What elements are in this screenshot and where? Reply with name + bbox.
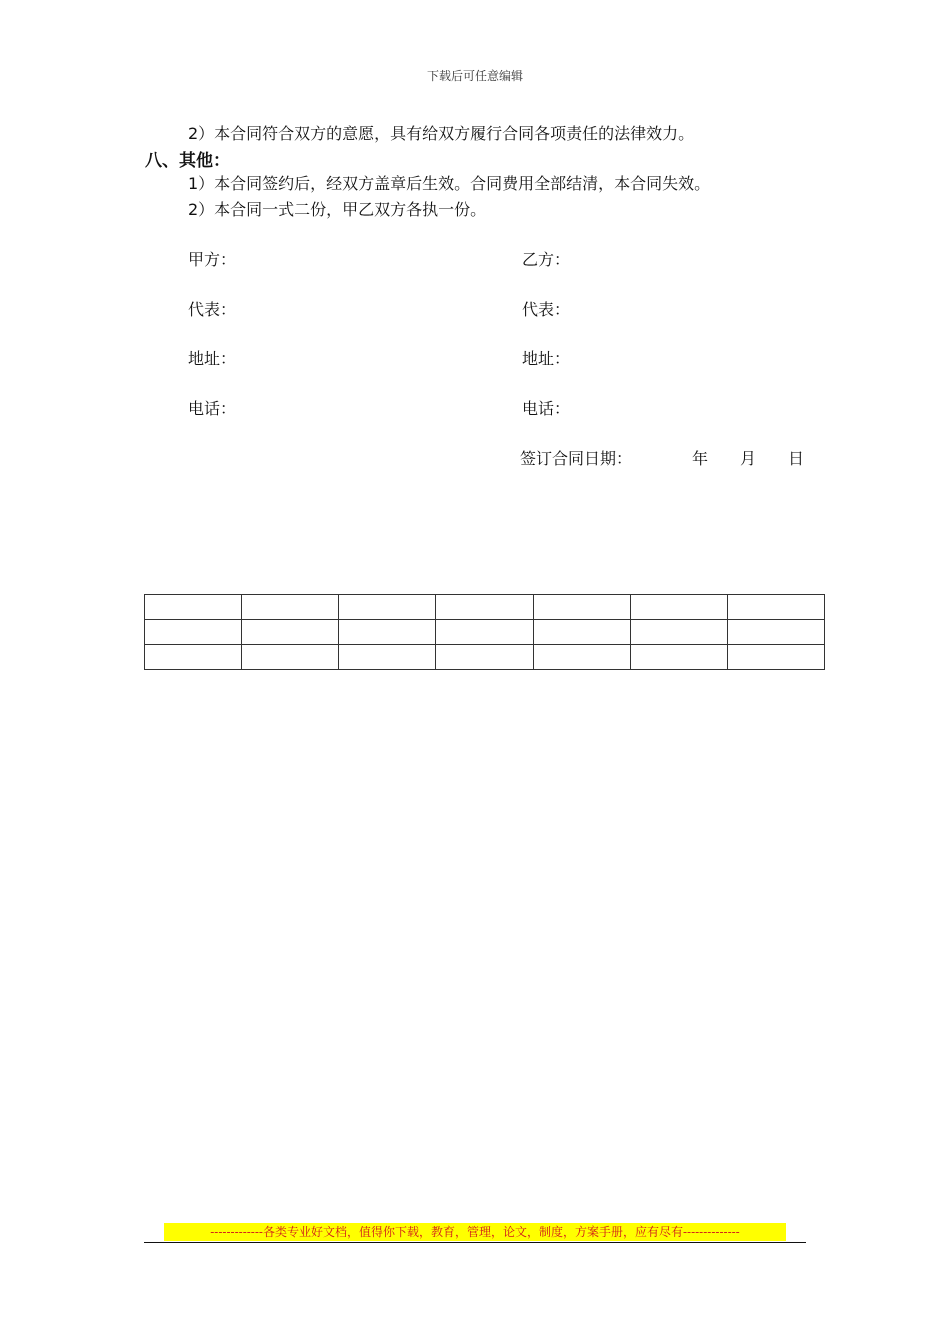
table-cell bbox=[533, 595, 630, 620]
table-cell bbox=[727, 620, 824, 645]
table-row bbox=[145, 645, 825, 670]
footer-rule bbox=[144, 1242, 806, 1243]
table-cell bbox=[339, 620, 436, 645]
date-month: 月 bbox=[740, 449, 757, 468]
table-row bbox=[145, 620, 825, 645]
table-cell bbox=[242, 595, 339, 620]
table-cell bbox=[533, 620, 630, 645]
table-cell bbox=[727, 645, 824, 670]
table-cell bbox=[145, 620, 242, 645]
party-a-address-label: 地址： bbox=[188, 349, 237, 368]
section-heading-other: 八、其他： bbox=[145, 151, 230, 171]
party-b-label: 乙方： bbox=[522, 250, 571, 269]
date-day: 日 bbox=[788, 449, 805, 468]
clause-8-2: 2）本合同一式二份，甲乙双方各执一份。 bbox=[188, 200, 487, 219]
party-b-address-label: 地址： bbox=[522, 349, 571, 368]
date-year: 年 bbox=[692, 449, 709, 468]
blank-table bbox=[144, 594, 825, 670]
table-cell bbox=[533, 645, 630, 670]
party-a-rep-label: 代表： bbox=[188, 300, 237, 319]
table-cell bbox=[436, 620, 533, 645]
table-cell bbox=[436, 645, 533, 670]
table-cell bbox=[630, 620, 727, 645]
party-a-phone-label: 电话： bbox=[188, 399, 237, 418]
table-cell bbox=[727, 595, 824, 620]
table-row bbox=[145, 595, 825, 620]
party-a-label: 甲方： bbox=[188, 250, 237, 269]
sign-date-label: 签订合同日期： bbox=[520, 449, 633, 468]
clause-8-1: 1）本合同签约后，经双方盖章后生效。合同费用全部结清，本合同失效。 bbox=[188, 174, 711, 193]
table-cell bbox=[242, 645, 339, 670]
table-cell bbox=[242, 620, 339, 645]
clause-7-2: 2）本合同符合双方的意愿，具有给双方履行合同各项责任的法律效力。 bbox=[188, 124, 695, 143]
table-cell bbox=[339, 645, 436, 670]
table-cell bbox=[145, 595, 242, 620]
party-b-rep-label: 代表： bbox=[522, 300, 571, 319]
table-cell bbox=[630, 595, 727, 620]
table-cell bbox=[630, 645, 727, 670]
footer-banner: -------------各类专业好文档，值得你下载，教育，管理，论文，制度，方案手册，应有尽有-------------- bbox=[164, 1223, 786, 1241]
table-cell bbox=[339, 595, 436, 620]
table-cell bbox=[436, 595, 533, 620]
page-header: 下载后可任意编辑 bbox=[426, 69, 523, 83]
table-cell bbox=[145, 645, 242, 670]
party-b-phone-label: 电话： bbox=[522, 399, 571, 418]
